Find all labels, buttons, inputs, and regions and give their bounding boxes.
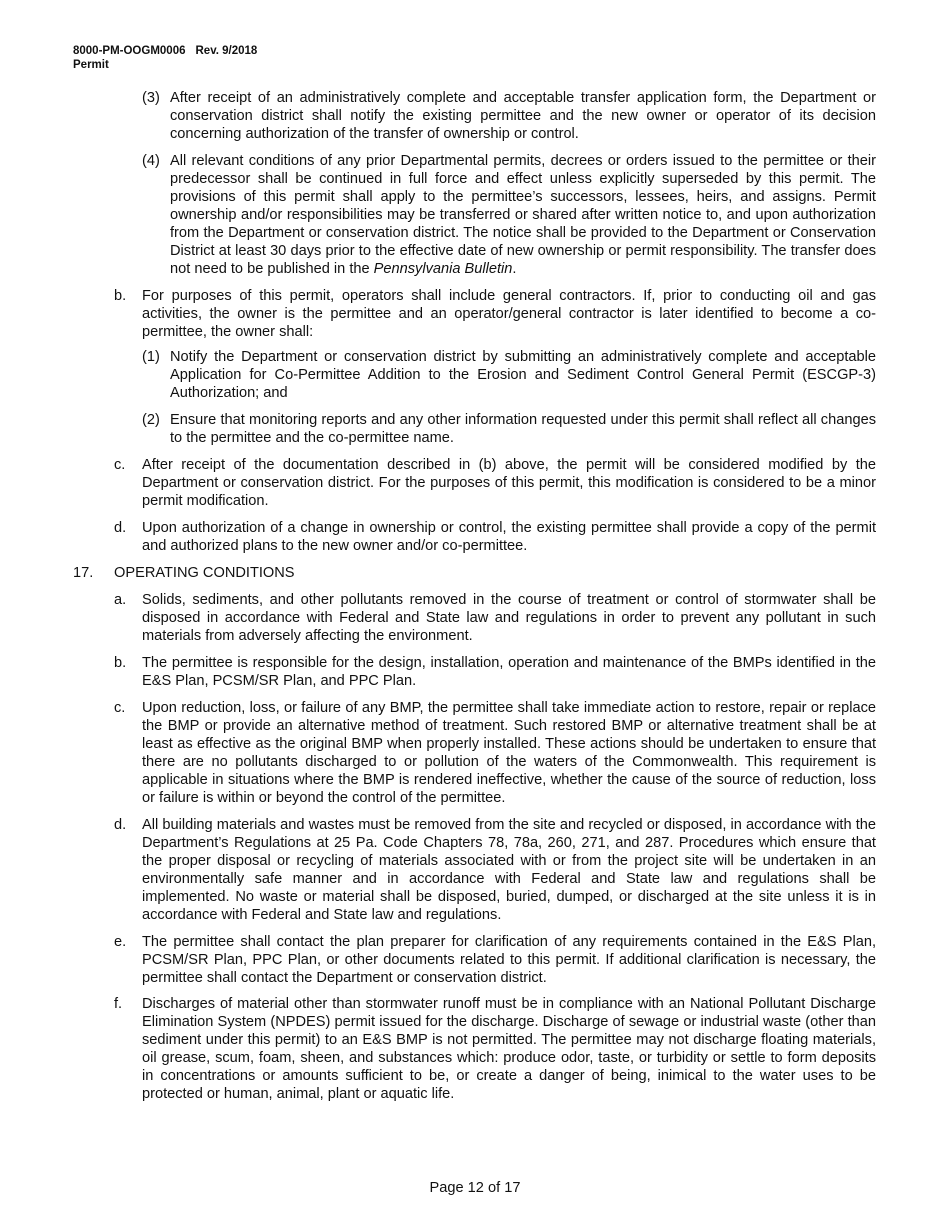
item-number: (2) xyxy=(142,412,160,428)
item-text: All building materials and wastes must be removed from the site and recycled or disposed, in accordance with the Department’s Regulations at 25 Pa. Code Chapters 78, 78a, 260, 271, and 287. Procedures which ensure that the proper disposal or recycling of materials associated with or from the project site will be undertaken in an environmentally safe manner and in accordance with Federal and State law and regulations shall be implemented. No waste or material shall be disposed, buried, dumped, or discharged at the site unless it is in accordance with Federal and State law and regulations. xyxy=(142,817,876,923)
form-code: 8000-PM-OOGM0006 xyxy=(73,45,186,57)
item-text: The permittee is responsible for the design, installation, operation and maintenance of the BMPs identified in the E&S Plan, PCSM/SR Plan, and PPC Plan. xyxy=(142,655,876,689)
item-text: Discharges of material other than stormwater runoff must be in compliance with an National Pollutant Discharge Elimination System (NPDES) permit issued for the discharge. Discharge of sewage or industrial waste (other than sediment under this permit) to an E&S BMP is not permitted. The permittee may not discharge floating materials, oil grease, scum, foam, sheen, and substances which: produce odor, taste, or turbidity or settle to form deposits in concentrations or amounts sufficient to be, or create a danger of being, inimical to the water uses to be protected or human, animal, plant or aquatic life. xyxy=(142,996,876,1102)
section-title: OPERATING CONDITIONS xyxy=(114,565,295,581)
subitem-b1 xyxy=(142,348,876,402)
item-number: e. xyxy=(114,934,127,950)
item-17f xyxy=(114,995,876,1103)
item-text: Notify the Department or conservation district by submitting an administratively complete and acceptable Application for Co-Permittee Addition to the Erosion and Sediment Control General Permit (ESCGP-3) Authorization; and xyxy=(170,349,876,401)
item-number: c. xyxy=(114,700,126,716)
item-17d xyxy=(114,816,876,924)
item-text: Solids, sediments, and other pollutants removed in the course of treatment or control of stormwater shall be disposed in accordance with Federal and State law and regulations in order to prevent any pollutant in such materials from adversely affecting the environment. xyxy=(142,592,876,644)
document-header xyxy=(73,44,257,72)
item-number: b. xyxy=(114,655,127,671)
page-number: Page 12 of 17 xyxy=(429,1180,521,1196)
item-number: (3) xyxy=(142,90,160,106)
item-17c xyxy=(114,699,876,807)
item-number: d. xyxy=(114,520,127,536)
item-17e xyxy=(114,933,876,987)
item-text: After receipt of the documentation described in (b) above, the permit will be considered modified by the Department or conservation district. For the purposes of this permit, this modification is considered to be a minor permit modification. xyxy=(142,457,876,509)
subitem-a4 xyxy=(142,152,876,278)
item-text xyxy=(170,152,876,278)
subitem-a3 xyxy=(142,89,876,143)
item-text-main: All relevant conditions of any prior Departmental permits, decrees or orders issued to the permittee or their predecessor shall be continued in full force and effect unless explicitly superseded by this permit. The provisions of this permit shall apply to the permittee’s successors, lessees, heirs, and assigns. Permit ownership and/or responsibilities may be transferred or shared after written notice to, and upon authorization from the Department or conservation district. The notice shall be provided to the Department or Conservation District at least 30 days prior to the effective date of new ownership or permit responsibility. The transfer does not need to be published in the xyxy=(170,153,876,277)
item-b xyxy=(114,287,876,341)
item-text-end: . xyxy=(512,261,517,277)
item-number: c. xyxy=(114,457,126,473)
item-c xyxy=(114,456,876,510)
item-number: b. xyxy=(114,288,127,304)
item-text: The permittee shall contact the plan preparer for clarification of any requirements contained in the E&S Plan, PCSM/SR Plan, PPC Plan, or other documents related to this permit. If additional clarification is necessary, the permittee shall contact the Department or conservation district. xyxy=(142,934,876,986)
item-17b xyxy=(114,654,876,690)
document-type: Permit xyxy=(73,59,109,71)
item-text: Upon reduction, loss, or failure of any BMP, the permittee shall take immediate action to restore, repair or replace the BMP or provide an alternative method of treatment. Such restored BMP or alternative treatment shall be at least as effective as the original BMP when properly installed. These actions should be undertaken to ensure that there are no pollutants discharged to or pollution of the waters of the Commonwealth. This requirement is applicable in situations where the BMP is rendered ineffective, whether the cause of the source of reduction, loss or failure is within or beyond the control of the permittee. xyxy=(142,700,876,806)
item-text: Upon authorization of a change in ownership or control, the existing permittee shall provide a copy of the permit and authorized plans to the new owner and/or co-permittee. xyxy=(142,520,876,554)
item-text: For purposes of this permit, operators shall include general contractors. If, prior to conducting oil and gas activities, the owner is the permittee and an operator/general contractor is later identified to become a co-permittee, the owner shall: xyxy=(142,288,876,340)
item-number: (4) xyxy=(142,153,160,169)
item-number: (1) xyxy=(142,349,160,365)
item-number: a. xyxy=(114,592,127,608)
revision-date: Rev. 9/2018 xyxy=(195,45,258,57)
publication-name: Pennsylvania Bulletin xyxy=(373,261,513,277)
item-text: After receipt of an administratively complete and acceptable transfer application form, the Department or conservation district shall notify the existing permittee and the new owner or operator of its decision concerning authorization of the transfer of ownership or control. xyxy=(170,90,876,142)
item-number: d. xyxy=(114,817,127,833)
item-17a xyxy=(114,591,876,645)
section-number: 17. xyxy=(73,565,94,581)
subitem-b2 xyxy=(142,411,876,447)
item-number: f. xyxy=(114,996,123,1012)
item-text: Ensure that monitoring reports and any other information requested under this permit shall reflect all changes to the permittee and the co-permittee name. xyxy=(170,412,876,446)
item-d xyxy=(114,519,876,555)
section-17-heading xyxy=(73,564,876,582)
